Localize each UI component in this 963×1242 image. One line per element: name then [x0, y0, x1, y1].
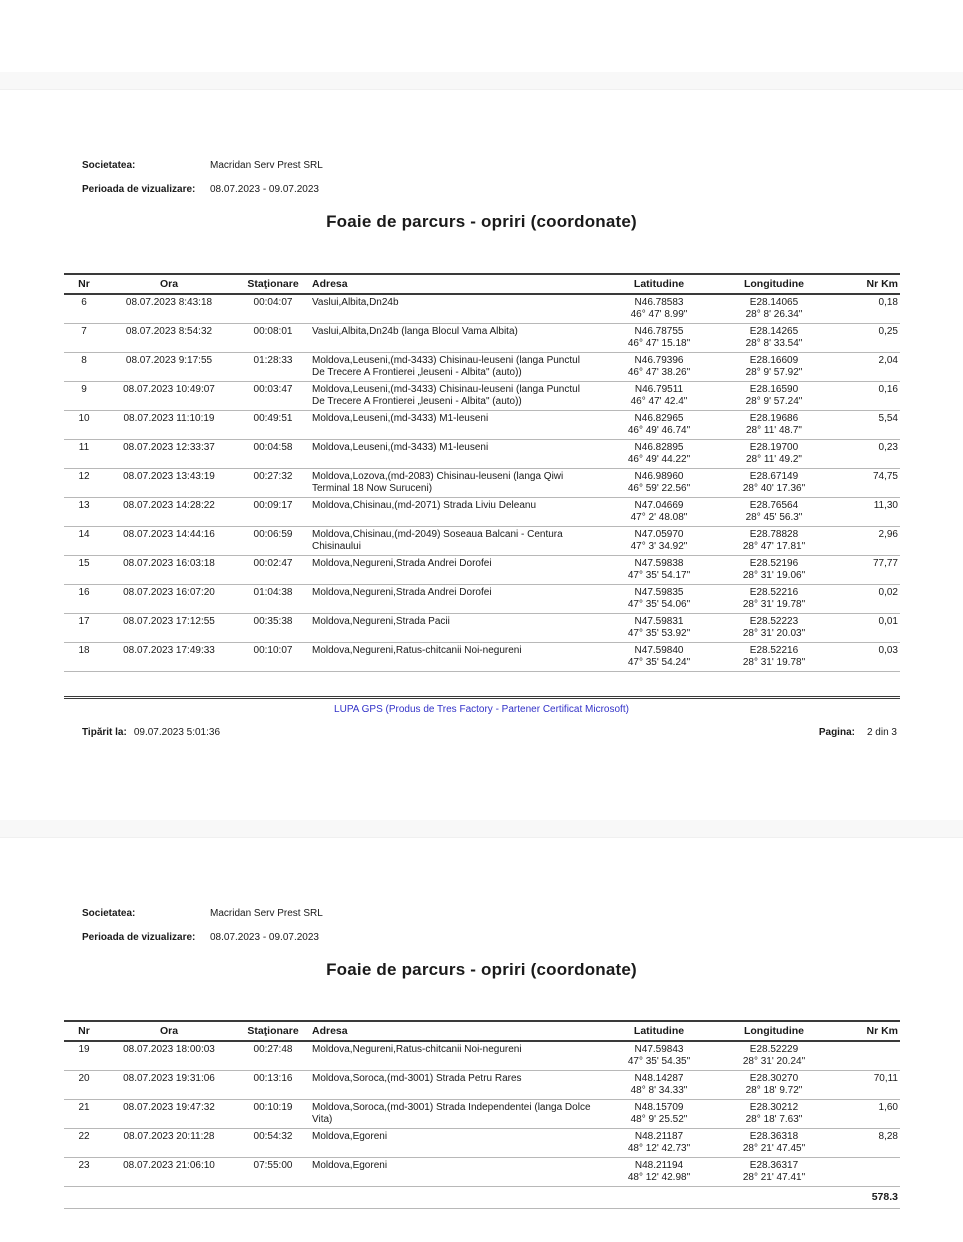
- longitude-decimal: E28.16590: [749, 384, 799, 395]
- page-title: Foaie de parcurs - opriri (coordonate): [326, 960, 637, 979]
- cell-latitudine: [604, 384, 714, 408]
- report-page-2: [0, 838, 963, 1242]
- meta-perioada: [82, 932, 323, 944]
- header-nr: Nr: [78, 278, 90, 290]
- latitude-decimal: N46.79511: [634, 384, 684, 395]
- latitude-dms: 48° 9' 25.52": [630, 1114, 688, 1125]
- longitude-decimal: E28.52229: [749, 1044, 799, 1055]
- longitude-decimal: E28.14065: [749, 297, 799, 308]
- cell-ora: 08.07.2023 14:44:16: [123, 529, 215, 540]
- latitude-dms: 48° 8' 34.33": [630, 1085, 688, 1096]
- societatea-label: Societatea:: [82, 160, 136, 171]
- longitude-decimal: E28.76564: [749, 500, 799, 511]
- cell-latitudine: [604, 413, 714, 437]
- latitude-dms: 47° 35' 53.92": [627, 628, 691, 639]
- stops-table-page1: [64, 273, 900, 672]
- table-row: [64, 585, 900, 614]
- societatea-value: Macridan Serv Prest SRL: [210, 908, 323, 919]
- cell-longitudine: [714, 413, 834, 437]
- latitude-decimal: N48.14287: [634, 1073, 684, 1084]
- table-row: [64, 295, 900, 324]
- total-km-value: 578.3: [871, 1191, 898, 1203]
- cell-longitudine: [714, 1102, 834, 1126]
- cell-nr-km: 74,75: [872, 471, 898, 482]
- cell-longitudine: [714, 1160, 834, 1184]
- latitude-decimal: N47.59835: [634, 587, 684, 598]
- cell-stationare: 00:04:07: [253, 297, 293, 308]
- cell-latitudine: [604, 442, 714, 466]
- latitude-decimal: N47.59843: [634, 1044, 684, 1055]
- cell-nr-km: 0,18: [878, 297, 898, 308]
- cell-stationare: 00:08:01: [253, 326, 293, 337]
- cell-latitudine: [604, 355, 714, 379]
- longitude-dms: 28° 11' 48.7": [746, 425, 802, 436]
- cell-stationare: 00:02:47: [253, 558, 293, 569]
- cell-nr: 12: [78, 471, 90, 482]
- table-body-page2: [64, 1042, 900, 1187]
- longitude-decimal: E28.19700: [749, 442, 799, 453]
- cell-latitudine: [604, 645, 714, 669]
- cell-nr-km: [834, 1160, 900, 1184]
- cell-stationare: 00:54:32: [253, 1131, 293, 1142]
- cell-longitudine: [714, 297, 834, 321]
- cell-stationare: 00:13:16: [253, 1073, 293, 1084]
- latitude-dms: 47° 3' 34.92": [630, 541, 688, 552]
- latitude-dms: 46° 49' 44.22": [627, 454, 691, 465]
- report-page-1: [0, 90, 963, 820]
- longitude-decimal: E28.14265: [749, 326, 799, 337]
- cell-stationare: 07:55:00: [253, 1160, 293, 1171]
- cell-longitudine: [714, 442, 834, 466]
- cell-adresa: Moldova,Chisinau,(md-2049) Soseaua Balcani - Centura Chisinaului: [312, 529, 563, 552]
- latitude-decimal: N47.59831: [634, 616, 684, 627]
- cell-adresa: Moldova,Negureni,Ratus-chitcanii Noi-negureni: [312, 645, 522, 656]
- cell-ora: 08.07.2023 18:00:03: [123, 1044, 215, 1055]
- cell-stationare: 00:49:51: [253, 413, 293, 424]
- cell-adresa: Moldova,Negureni,Ratus-chitcanii Noi-negureni: [312, 1044, 522, 1055]
- longitude-dms: 28° 31' 19.78": [742, 599, 806, 610]
- societatea-label: Societatea:: [82, 908, 136, 919]
- stops-table-page2: [64, 1020, 900, 1209]
- cell-ora: 08.07.2023 8:54:32: [125, 326, 213, 337]
- table-row: [64, 1071, 900, 1100]
- table-row: [64, 353, 900, 382]
- longitude-decimal: E28.36317: [749, 1160, 799, 1171]
- latitude-dms: 48° 12' 42.73": [627, 1143, 691, 1154]
- latitude-decimal: N48.21194: [634, 1160, 684, 1171]
- cell-nr-km: 2,96: [878, 529, 898, 540]
- longitude-decimal: E28.30212: [749, 1102, 799, 1113]
- header-ora: Ora: [159, 278, 179, 290]
- header-ora: Ora: [159, 1025, 179, 1037]
- cell-ora: 08.07.2023 14:28:22: [123, 500, 215, 511]
- cell-nr-km: 5,54: [878, 413, 898, 424]
- longitude-dms: 28° 45' 56.3": [745, 512, 803, 523]
- longitude-dms: 28° 40' 17.36": [742, 483, 806, 494]
- latitude-decimal: N46.98960: [634, 471, 684, 482]
- cell-nr-km: 0,25: [878, 326, 898, 337]
- header-longitudine: Longitudine: [743, 278, 805, 290]
- cell-longitudine: [714, 616, 834, 640]
- longitude-dms: 28° 31' 19.78": [742, 657, 806, 668]
- cell-ora: 08.07.2023 17:12:55: [123, 616, 215, 627]
- header-nr-km: Nr Km: [866, 1025, 898, 1037]
- printed-at-label: Tipărit la:: [82, 727, 127, 738]
- latitude-decimal: N46.82965: [634, 413, 684, 424]
- cell-nr-km: [834, 1044, 900, 1068]
- latitude-dms: 46° 59' 22.56": [627, 483, 691, 494]
- cell-stationare: 00:04:58: [253, 442, 293, 453]
- total-row: [64, 1187, 900, 1209]
- cell-latitudine: [604, 529, 714, 553]
- longitude-dms: 28° 8' 33.54": [745, 338, 803, 349]
- table-row: [64, 498, 900, 527]
- table-row: [64, 1158, 900, 1187]
- longitude-decimal: E28.52223: [749, 616, 799, 627]
- latitude-dms: 47° 2' 48.08": [630, 512, 688, 523]
- cell-nr-km: 0,23: [878, 442, 898, 453]
- cell-latitudine: [604, 471, 714, 495]
- cell-ora: 08.07.2023 19:47:32: [123, 1102, 215, 1113]
- meta-societatea: [82, 908, 323, 920]
- longitude-dms: 28° 18' 9.72": [745, 1085, 803, 1096]
- cell-nr-km: 2,04: [878, 355, 898, 366]
- cell-stationare: 00:27:48: [253, 1044, 293, 1055]
- cell-nr-km: 0,02: [878, 587, 898, 598]
- longitude-decimal: E28.30270: [749, 1073, 799, 1084]
- cell-stationare: 00:10:19: [253, 1102, 293, 1113]
- cell-nr: 7: [81, 326, 87, 337]
- cell-longitudine: [714, 384, 834, 408]
- cell-ora: 08.07.2023 10:49:07: [123, 384, 215, 395]
- latitude-dms: 47° 35' 54.17": [627, 570, 691, 581]
- cell-longitudine: [714, 645, 834, 669]
- cell-longitudine: [714, 1131, 834, 1155]
- page-separator: [0, 72, 963, 90]
- longitude-decimal: E28.67149: [749, 471, 799, 482]
- cell-stationare: 00:03:47: [253, 384, 293, 395]
- cell-longitudine: [714, 587, 834, 611]
- perioada-value: 08.07.2023 - 09.07.2023: [210, 184, 319, 195]
- cell-longitudine: [714, 1073, 834, 1097]
- cell-latitudine: [604, 1102, 714, 1126]
- printed-at: [82, 727, 220, 738]
- table-row: [64, 382, 900, 411]
- table-row: [64, 440, 900, 469]
- previous-page-bottom-margin: [0, 0, 963, 72]
- cell-adresa: Vaslui,Albita,Dn24b: [312, 297, 399, 308]
- longitude-dms: 28° 11' 49.2": [746, 454, 802, 465]
- cell-longitudine: [714, 1044, 834, 1068]
- longitude-dms: 28° 21' 47.41": [742, 1172, 806, 1183]
- page-indicator: [819, 727, 897, 738]
- table-row: [64, 324, 900, 353]
- latitude-decimal: N47.04669: [634, 500, 684, 511]
- cell-nr-km: 0,16: [878, 384, 898, 395]
- cell-ora: 08.07.2023 12:33:37: [123, 442, 215, 453]
- cell-nr: 8: [81, 355, 87, 366]
- table-header-row: [64, 273, 900, 295]
- cell-stationare: 01:28:33: [253, 355, 293, 366]
- lupa-gps-link[interactable]: LUPA GPS (Produs de Tres Factory - Partener Certificat Microsoft): [334, 704, 629, 715]
- cell-latitudine: [604, 1044, 714, 1068]
- cell-ora: 08.07.2023 16:07:20: [123, 587, 215, 598]
- table-body-page1: [64, 295, 900, 672]
- cell-nr: 9: [81, 384, 87, 395]
- cell-latitudine: [604, 1073, 714, 1097]
- societatea-value: Macridan Serv Prest SRL: [210, 160, 323, 171]
- cell-adresa: Moldova,Lozova,(md-2083) Chisinau-leuseni (langa Qiwi Terminal 18 Now Suruceni): [312, 471, 564, 494]
- latitude-dms: 46° 49' 46.74": [627, 425, 691, 436]
- latitude-dms: 46° 47' 42.4": [630, 396, 688, 407]
- cell-longitudine: [714, 355, 834, 379]
- cell-nr-km: 70,11: [873, 1073, 898, 1084]
- cell-nr-km: 0,03: [878, 645, 898, 656]
- longitude-dms: 28° 18' 7.63": [745, 1114, 803, 1125]
- longitude-dms: 28° 9' 57.24": [745, 396, 803, 407]
- cell-adresa: Moldova,Leuseni,(md-3433) M1-leuseni: [312, 413, 489, 424]
- cell-latitudine: [604, 587, 714, 611]
- cell-latitudine: [604, 500, 714, 524]
- longitude-dms: 28° 9' 57.92": [745, 367, 803, 378]
- footer-divider: [64, 696, 900, 699]
- cell-longitudine: [714, 500, 834, 524]
- longitude-decimal: E28.19686: [749, 413, 799, 424]
- cell-nr: 17: [78, 616, 90, 627]
- cell-adresa: Moldova,Soroca,(md-3001) Strada Petru Rares: [312, 1073, 522, 1084]
- header-adresa: Adresa: [312, 1025, 348, 1037]
- cell-adresa: Vaslui,Albita,Dn24b (langa Blocul Vama Albita): [312, 326, 518, 337]
- cell-ora: 08.07.2023 13:43:19: [123, 471, 215, 482]
- cell-nr: 16: [78, 587, 90, 598]
- cell-nr-km: 1,60: [878, 1102, 898, 1113]
- cell-stationare: 01:04:38: [253, 587, 293, 598]
- latitude-dms: 47° 35' 54.06": [627, 599, 691, 610]
- cell-stationare: 00:35:38: [253, 616, 293, 627]
- longitude-decimal: E28.16609: [749, 355, 799, 366]
- longitude-dms: 28° 31' 19.06": [742, 570, 806, 581]
- table-row: [64, 1100, 900, 1129]
- cell-adresa: Moldova,Negureni,Strada Andrei Dorofei: [312, 587, 492, 598]
- latitude-dms: 46° 47' 15.18": [627, 338, 691, 349]
- cell-ora: 08.07.2023 9:17:55: [125, 355, 213, 366]
- latitude-decimal: N46.82895: [634, 442, 684, 453]
- cell-nr-km: 11,30: [873, 500, 898, 511]
- longitude-dms: 28° 47' 17.81": [742, 541, 806, 552]
- cell-longitudine: [714, 529, 834, 553]
- header-nr: Nr: [78, 1025, 90, 1037]
- cell-nr: 15: [78, 558, 90, 569]
- cell-nr: 19: [78, 1044, 90, 1055]
- cell-nr: 20: [78, 1073, 90, 1084]
- longitude-decimal: E28.36318: [749, 1131, 799, 1142]
- cell-adresa: Moldova,Negureni,Strada Pacii: [312, 616, 450, 627]
- latitude-dms: 46° 47' 38.26": [627, 367, 691, 378]
- longitude-dms: 28° 21' 47.45": [742, 1143, 806, 1154]
- cell-stationare: 00:06:59: [253, 529, 293, 540]
- cell-ora: 08.07.2023 17:49:33: [123, 645, 215, 656]
- perioada-label: Perioada de vizualizare:: [82, 932, 196, 943]
- cell-nr: 13: [78, 500, 90, 511]
- table-header-row: [64, 1020, 900, 1042]
- cell-nr: 14: [78, 529, 90, 540]
- cell-latitudine: [604, 616, 714, 640]
- cell-nr: 6: [81, 297, 87, 308]
- meta-societatea: [82, 160, 323, 172]
- longitude-decimal: E28.52196: [749, 558, 799, 569]
- cell-adresa: Moldova,Leuseni,(md-3433) Chisinau-leuseni (langa Punctul De Trecere A Frontierei „leuseni - Albita" (auto)): [312, 355, 580, 378]
- cell-nr-km: 8,28: [878, 1131, 898, 1142]
- table-row: [64, 1129, 900, 1158]
- cell-nr: 23: [78, 1160, 90, 1171]
- table-row: [64, 469, 900, 498]
- latitude-dms: 46° 47' 8.99": [630, 309, 688, 320]
- cell-nr: 18: [78, 645, 90, 656]
- longitude-dms: 28° 8' 26.34": [745, 309, 803, 320]
- latitude-decimal: N46.78583: [634, 297, 684, 308]
- page-separator: [0, 820, 963, 838]
- latitude-dms: 48° 12' 42.98": [627, 1172, 691, 1183]
- cell-adresa: Moldova,Leuseni,(md-3433) M1-leuseni: [312, 442, 489, 453]
- latitude-decimal: N48.15709: [634, 1102, 684, 1113]
- cell-nr: 11: [78, 442, 90, 453]
- cell-ora: 08.07.2023 16:03:18: [123, 558, 215, 569]
- longitude-dms: 28° 31' 20.03": [742, 628, 806, 639]
- printed-at-value: 09.07.2023 5:01:36: [133, 727, 221, 738]
- cell-adresa: Moldova,Egoreni: [312, 1160, 388, 1171]
- header-latitudine: Latitudine: [633, 278, 685, 290]
- latitude-dms: 47° 35' 54.24": [627, 657, 691, 668]
- header-stationare: Staţionare: [247, 278, 299, 290]
- header-stationare: Staţionare: [247, 1025, 299, 1037]
- latitude-decimal: N47.59838: [634, 558, 684, 569]
- latitude-decimal: N46.79396: [634, 355, 684, 366]
- perioada-value: 08.07.2023 - 09.07.2023: [210, 932, 319, 943]
- cell-adresa: Moldova,Chisinau,(md-2071) Strada Liviu Deleanu: [312, 500, 537, 511]
- report-meta: [82, 160, 323, 208]
- table-row: [64, 1042, 900, 1071]
- cell-ora: 08.07.2023 8:43:18: [125, 297, 213, 308]
- cell-longitudine: [714, 326, 834, 350]
- table-row: [64, 643, 900, 672]
- cell-nr: 10: [78, 413, 90, 424]
- cell-nr-km: 0,01: [878, 616, 898, 627]
- header-adresa: Adresa: [312, 278, 348, 290]
- cell-stationare: 00:09:17: [253, 500, 293, 511]
- cell-adresa: Moldova,Negureni,Strada Andrei Dorofei: [312, 558, 492, 569]
- longitude-decimal: E28.78828: [749, 529, 799, 540]
- cell-ora: 08.07.2023 11:10:19: [123, 413, 215, 424]
- cell-longitudine: [714, 558, 834, 582]
- meta-perioada: [82, 184, 323, 196]
- header-nr-km: Nr Km: [866, 278, 898, 290]
- cell-adresa: Moldova,Egoreni: [312, 1131, 388, 1142]
- cell-nr: 21: [78, 1102, 90, 1113]
- longitude-dms: 28° 31' 20.24": [742, 1056, 806, 1067]
- page-indicator-label: Pagina:: [818, 727, 855, 738]
- perioada-label: Perioada de vizualizare:: [82, 184, 196, 195]
- table-row: [64, 556, 900, 585]
- cell-adresa: Moldova,Leuseni,(md-3433) Chisinau-leuseni (langa Punctul De Trecere A Frontierei „leuseni - Albita" (auto)): [312, 384, 580, 407]
- latitude-decimal: N47.05970: [634, 529, 684, 540]
- cell-stationare: 00:27:32: [253, 471, 293, 482]
- cell-latitudine: [604, 297, 714, 321]
- cell-latitudine: [604, 1131, 714, 1155]
- page-indicator-value: 2 din 3: [866, 727, 897, 738]
- cell-ora: 08.07.2023 21:06:10: [123, 1160, 215, 1171]
- cell-stationare: 00:10:07: [253, 645, 293, 656]
- header-latitudine: Latitudine: [633, 1025, 685, 1037]
- table-row: [64, 527, 900, 556]
- table-row: [64, 614, 900, 643]
- cell-latitudine: [604, 558, 714, 582]
- cell-latitudine: [604, 1160, 714, 1184]
- latitude-decimal: N46.78755: [634, 326, 684, 337]
- cell-latitudine: [604, 326, 714, 350]
- cell-nr: 22: [78, 1131, 90, 1142]
- latitude-decimal: N48.21187: [634, 1131, 684, 1142]
- cell-ora: 08.07.2023 20:11:28: [123, 1131, 215, 1142]
- table-row: [64, 411, 900, 440]
- latitude-decimal: N47.59840: [634, 645, 684, 656]
- page-title: Foaie de parcurs - opriri (coordonate): [326, 212, 637, 231]
- cell-nr-km: 77,77: [872, 558, 898, 569]
- longitude-decimal: E28.52216: [749, 587, 799, 598]
- cell-adresa: Moldova,Soroca,(md-3001) Strada Independentei (langa Dolce Vita): [312, 1102, 591, 1125]
- header-longitudine: Longitudine: [743, 1025, 805, 1037]
- latitude-dms: 47° 35' 54.35": [627, 1056, 691, 1067]
- cell-longitudine: [714, 471, 834, 495]
- longitude-decimal: E28.52216: [749, 645, 799, 656]
- cell-ora: 08.07.2023 19:31:06: [123, 1073, 215, 1084]
- report-meta: [82, 908, 323, 956]
